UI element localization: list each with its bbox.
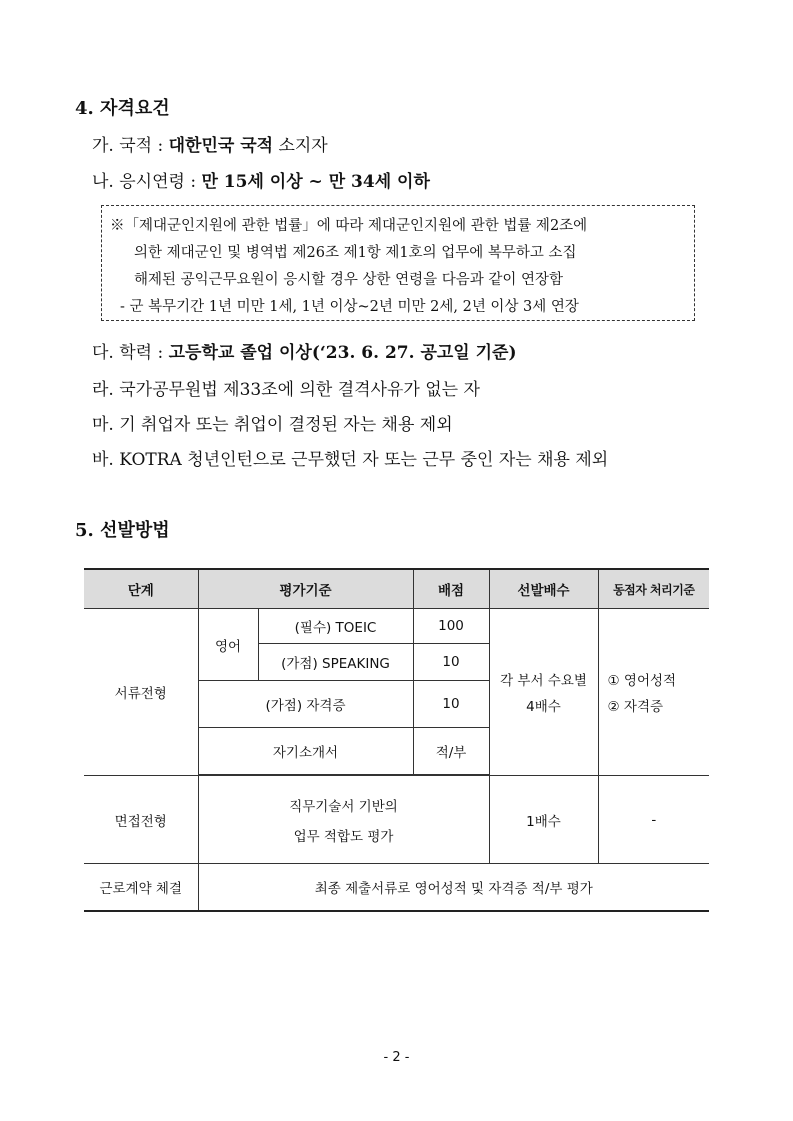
header-criteria: 평가기준 [198, 569, 413, 609]
intro-score: 적/부 [413, 728, 489, 775]
requirement-not-former-intern: 바. KOTRA 청년인턴으로 근무했던 자 또는 근무 중인 자는 채용 제외 [92, 450, 609, 470]
requirement-not-employed: 마. 기 취업자 또는 취업이 결정된 자는 채용 제외 [92, 415, 453, 435]
interview-tiebreak: - [598, 776, 709, 864]
selection-method-table [84, 568, 709, 912]
toeic-score: 100 [413, 609, 489, 644]
contract-criteria: 최종 제출서류로 영어성적 및 자격증 적/부 평가 [198, 864, 709, 911]
note-line: 해제된 공익근무요원이 응시할 경우 상한 연령을 다음과 같이 연장함 [134, 272, 564, 288]
document-multiple: 각 부서 수요별 4배수 [489, 609, 598, 776]
table-header-row [84, 569, 709, 609]
stage-document: 서류전형 [84, 609, 198, 776]
section-4-title: 4. 자격요건 [75, 98, 170, 119]
header-multiple: 선발배수 [489, 569, 598, 609]
requirement-disqualification: 라. 국가공무원법 제33조에 의한 결격사유가 없는 자 [92, 380, 480, 400]
requirement-nationality: 가. 국적 : 대한민국 국적 소지자 [92, 136, 328, 156]
interview-criteria: 직무기술서 기반의 업무 적합도 평가 [198, 776, 489, 864]
toeic-criteria: (필수) TOEIC [258, 609, 413, 644]
document-tiebreak: ① 영어성적 ② 자격증 [598, 609, 709, 776]
requirement-age: 나. 응시연령 : 만 15세 이상 ~ 만 34세 이하 [92, 172, 430, 192]
intro-criteria: 자기소개서 [198, 728, 413, 775]
cert-score: 10 [413, 681, 489, 728]
header-score: 배점 [413, 569, 489, 609]
age-extension-note [101, 205, 695, 321]
note-line: 의한 제대군인 및 병역법 제26조 제1항 제1호의 업무에 복무하고 소집 [134, 245, 577, 261]
table-row [84, 864, 709, 911]
table-row [84, 609, 709, 644]
note-line: - 군 복무기간 1년 미만 1세, 1년 이상~2년 미만 2세, 2년 이상 3세 연장 [120, 299, 579, 315]
requirement-education: 다. 학력 : 고등학교 졸업 이상(‘23. 6. 27. 공고일 기준) [92, 343, 517, 363]
speaking-criteria: (가점) SPEAKING [258, 644, 413, 681]
note-line: ※「제대군인지원에 관한 법률」에 따라 제대군인지원에 관한 법률 제2조에 [110, 218, 588, 234]
header-stage: 단계 [84, 569, 198, 609]
interview-multiple: 1배수 [489, 776, 598, 864]
header-tiebreak: 동점자 처리기준 [598, 569, 709, 609]
cert-criteria: (가점) 자격증 [198, 681, 413, 728]
page-number: - 2 - [383, 1050, 410, 1065]
speaking-score: 10 [413, 644, 489, 681]
section-5-title: 5. 선발방법 [75, 520, 170, 541]
english-label: 영어 [198, 609, 258, 681]
table-row [84, 776, 709, 864]
stage-interview: 면접전형 [84, 776, 198, 864]
stage-contract: 근로계약 체결 [84, 864, 198, 911]
